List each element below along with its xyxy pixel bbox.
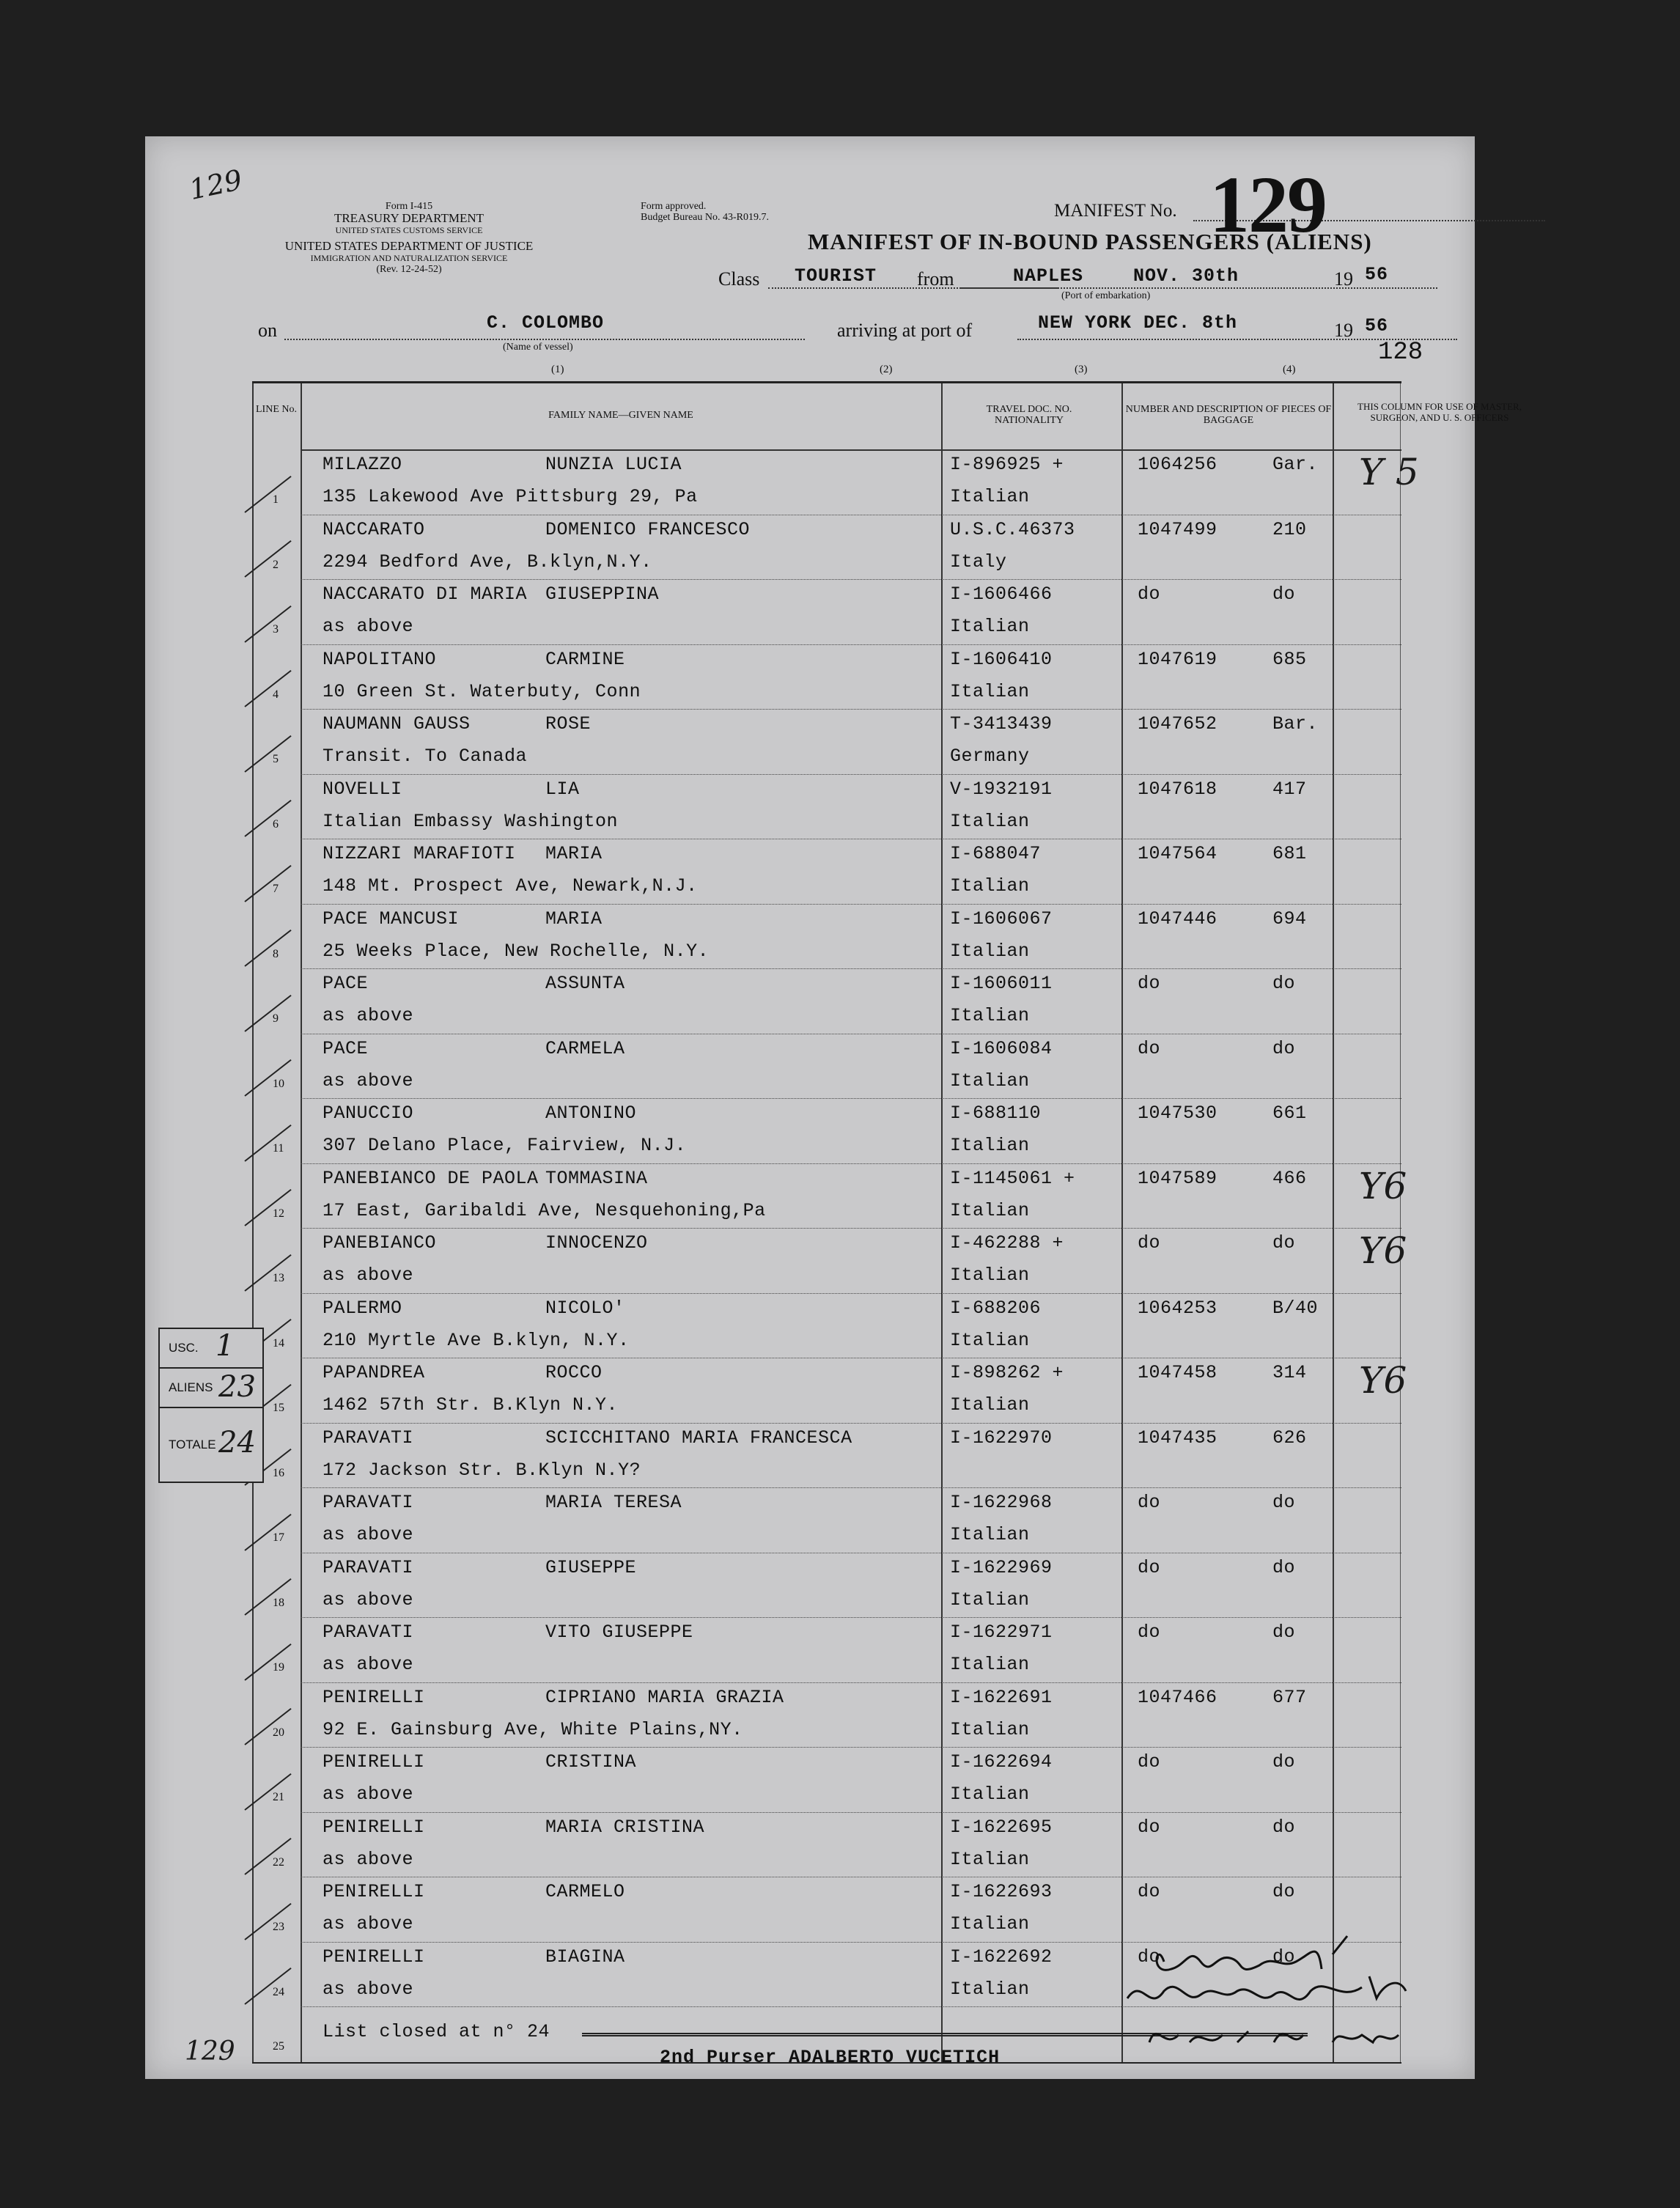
check-mark [244, 1708, 291, 1745]
aliens-count: 23 [218, 1370, 256, 1404]
line-number: 8 [273, 947, 279, 960]
given-name: CIPRIANO MARIA GRAZIA [545, 1686, 784, 1708]
check-mark [244, 475, 291, 512]
address: as above [323, 1654, 414, 1675]
nationality: Italian [950, 1654, 1030, 1675]
class-value: TOURIST [795, 265, 877, 287]
address: 92 E. Gainsburg Ave, White Plains,NY. [323, 1718, 743, 1740]
line-number: 2 [273, 558, 279, 571]
customs-service: UNITED STATES CUSTOMS SERVICE [335, 225, 483, 235]
baggage-description: do [1272, 973, 1296, 994]
address: as above [323, 616, 414, 637]
address: 25 Weeks Place, New Rochelle, N.Y. [323, 940, 710, 962]
family-name: PAPANDREA [323, 1362, 425, 1383]
table-row [252, 451, 1420, 516]
check-mark [244, 670, 291, 707]
check-mark [244, 735, 291, 772]
line-number: 20 [273, 1726, 284, 1739]
baggage-description: do [1272, 1881, 1296, 1902]
officer-note: Y 5 [1359, 451, 1420, 493]
baggage-description: do [1272, 1232, 1296, 1254]
line-number: 21 [273, 1791, 284, 1803]
year2: 56 [1365, 315, 1389, 336]
given-name: CARMINE [545, 648, 625, 670]
check-mark [244, 1578, 291, 1616]
address: 10 Green St. Waterbuty, Conn [323, 680, 641, 702]
given-name: VITO GIUSEPPE [545, 1622, 693, 1643]
nationality: Italian [950, 1265, 1030, 1286]
line-number: 12 [273, 1207, 284, 1220]
travel-doc-number: I-898262 + [950, 1362, 1064, 1383]
family-name: NOVELLI [323, 778, 402, 800]
baggage-number: 1047458 [1138, 1362, 1217, 1383]
line-number: 11 [273, 1142, 284, 1155]
col-number-3: (3) [1075, 364, 1088, 375]
address: 172 Jackson Str. B.Klyn N.Y? [323, 1459, 641, 1481]
check-mark [244, 1124, 291, 1161]
family-name: PALERMO [323, 1297, 402, 1319]
given-name: MARIA [545, 843, 603, 864]
baggage-description: do [1272, 1556, 1296, 1578]
line-number: 19 [273, 1661, 284, 1674]
baggage-number: do [1138, 1751, 1161, 1773]
nationality: Italian [950, 1524, 1030, 1545]
total-count: 24 [218, 1426, 256, 1460]
address: as above [323, 1524, 414, 1545]
travel-doc-number: I-1622694 [950, 1751, 1053, 1773]
nationality: Italian [950, 940, 1030, 962]
check-mark [244, 930, 291, 967]
line-number: 16 [273, 1466, 284, 1479]
arriving-label: arriving at port of [837, 320, 973, 341]
baggage-number: do [1138, 973, 1161, 994]
travel-doc-number: I-1622695 [950, 1816, 1053, 1838]
baggage-number: 1047619 [1138, 648, 1217, 670]
table-row [252, 840, 1401, 905]
line-number: 7 [273, 883, 279, 895]
given-name: GIUSEPPINA [545, 584, 660, 605]
baggage-number: do [1138, 1816, 1161, 1838]
officer-note: Y6 [1359, 1229, 1407, 1272]
nationality: Italy [950, 551, 1007, 573]
form-approved: Form approved. [641, 201, 707, 212]
family-name: PACE [323, 1037, 369, 1059]
check-mark [244, 1189, 291, 1226]
baggage-description: B/40 [1272, 1297, 1319, 1319]
travel-doc-number: I-1622968 [950, 1492, 1053, 1513]
total-label: TOTALE [169, 1438, 216, 1451]
address: as above [323, 1265, 414, 1286]
treasury-dept: TREASURY DEPARTMENT [334, 211, 485, 225]
class-label: Class [718, 268, 760, 290]
given-name: CARMELO [545, 1881, 625, 1902]
table-row [252, 1035, 1401, 1100]
travel-doc-number: I-1606011 [950, 973, 1053, 994]
baggage-number: 1047618 [1138, 778, 1217, 800]
table-row [252, 646, 1401, 711]
inspector-signature [1120, 1932, 1428, 2057]
check-mark [244, 864, 291, 902]
baggage-number: 1047499 [1138, 518, 1217, 540]
baggage-description: Gar. [1272, 454, 1319, 475]
family-name: NAPOLITANO [323, 648, 437, 670]
year1: 56 [1365, 264, 1389, 285]
baggage-description: do [1272, 1751, 1296, 1773]
aliens-label: ALIENS [169, 1380, 213, 1394]
given-name: CRISTINA [545, 1751, 637, 1773]
nationality: Italian [950, 1005, 1030, 1026]
baggage-number: do [1138, 1946, 1161, 1968]
given-name: TOMMASINA [545, 1167, 648, 1189]
nationality: Italian [950, 1199, 1030, 1221]
given-name: ROCCO [545, 1362, 603, 1383]
manifest-label: MANIFEST No. [1054, 201, 1177, 221]
table-row [252, 905, 1401, 971]
address: 148 Mt. Prospect Ave, Newark,N.J. [323, 875, 698, 897]
check-mark [244, 1643, 291, 1680]
travel-doc-number: I-1622969 [950, 1556, 1053, 1578]
check-mark [244, 540, 291, 578]
address: as above [323, 1589, 414, 1611]
given-name: INNOCENZO [545, 1232, 648, 1254]
officer-note: Y6 [1359, 1164, 1407, 1207]
nationality: Italian [950, 1135, 1030, 1156]
travel-doc-number: I-688206 [950, 1297, 1042, 1319]
list-closed-text: List closed at n° 24 [323, 2021, 550, 2042]
family-name: PANUCCIO [323, 1103, 414, 1124]
address: as above [323, 1913, 414, 1935]
nationality: Italian [950, 680, 1030, 702]
line-number: 14 [273, 1336, 284, 1350]
baggage-description: do [1272, 1492, 1296, 1513]
family-name: NIZZARI MARAFIOTI [323, 843, 516, 864]
travel-doc-number: I-1622971 [950, 1622, 1053, 1643]
nationality: Italian [950, 1394, 1030, 1416]
nationality: Italian [950, 1329, 1030, 1351]
family-name: PENIRELLI [323, 1946, 425, 1968]
address: 307 Delano Place, Fairview, N.J. [323, 1135, 687, 1156]
line-number: 1 [273, 493, 279, 506]
family-name: PANEBIANCO [323, 1232, 437, 1254]
table-row [252, 776, 1401, 841]
family-name: PACE [323, 973, 369, 994]
baggage-description: 677 [1272, 1686, 1307, 1708]
given-name: MARIA CRISTINA [545, 1816, 705, 1838]
travel-doc-number: I-1622692 [950, 1946, 1053, 1968]
table-row [252, 581, 1401, 646]
line-number: 18 [273, 1596, 284, 1609]
check-mark [244, 1902, 291, 1940]
travel-doc-number: I-1606466 [950, 584, 1053, 605]
baggage-number: 1047652 [1138, 713, 1217, 735]
travel-doc-number: I-1606067 [950, 908, 1053, 930]
address: 17 East, Garibaldi Ave, Nesquehoning,Pa [323, 1199, 766, 1221]
table-row [252, 1814, 1401, 1879]
page-number-128: 128 [1378, 339, 1423, 367]
address: as above [323, 1978, 414, 2000]
check-mark [244, 1059, 291, 1097]
col-header-travel-doc: TRAVEL DOC. NO. NATIONALITY [986, 404, 1072, 426]
baggage-number: 1047446 [1138, 908, 1217, 930]
baggage-number: do [1138, 1232, 1161, 1254]
baggage-description: 694 [1272, 908, 1307, 930]
table-row [252, 516, 1401, 581]
table-row [252, 1684, 1401, 1749]
check-mark [244, 994, 291, 1031]
line-number: 24 [273, 1985, 284, 1998]
given-name: ASSUNTA [545, 973, 625, 994]
col-header-officers: THIS COLUMN FOR USE OF MASTER, SURGEON, AND U. S. OFFICERS [1357, 401, 1522, 423]
check-mark [244, 605, 291, 642]
line-number: 5 [273, 753, 279, 765]
address: 210 Myrtle Ave B.klyn, N.Y. [323, 1329, 630, 1351]
line-number: 25 [273, 2040, 284, 2053]
col-header-line-no: LINE No. [256, 404, 297, 415]
nationality: Italian [950, 875, 1030, 897]
table-row [252, 1554, 1401, 1619]
check-mark [244, 800, 291, 837]
margin-number-bottom: 129 [185, 2036, 235, 2067]
manifest-page [145, 136, 1522, 2079]
line-number: 22 [273, 1855, 284, 1869]
line-number: 23 [273, 1921, 284, 1933]
col-number-2: (2) [880, 364, 893, 375]
family-name: PENIRELLI [323, 1816, 425, 1838]
nationality: Italian [950, 1848, 1030, 1870]
form-number: Form I-415 [385, 201, 433, 212]
travel-doc-number: I-1606084 [950, 1037, 1053, 1059]
baggage-number: 1064256 [1138, 454, 1217, 475]
table-row [252, 1359, 1407, 1424]
from-label: from [917, 268, 954, 290]
baggage-description: do [1272, 584, 1296, 605]
from-port: NAPLES [1013, 265, 1084, 287]
address: 2294 Bedford Ave, B.klyn,N.Y. [323, 551, 652, 573]
address: Transit. To Canada [323, 746, 528, 767]
address: as above [323, 1005, 414, 1026]
margin-number-top: 129 [186, 163, 246, 207]
table-row [252, 1100, 1401, 1165]
address: as above [323, 1848, 414, 1870]
family-name: PENIRELLI [323, 1881, 425, 1902]
baggage-description: do [1272, 1622, 1296, 1643]
nationality: Italian [950, 1978, 1030, 2000]
given-name: BIAGINA [545, 1946, 625, 1968]
travel-doc-number: U.S.C.46373 [950, 518, 1075, 540]
check-mark [244, 1513, 291, 1550]
family-name: PENIRELLI [323, 1751, 425, 1773]
year2-prefix: 19 [1334, 320, 1353, 341]
col-number-1: (1) [551, 364, 564, 375]
baggage-description: 661 [1272, 1103, 1307, 1124]
travel-doc-number: I-688047 [950, 843, 1042, 864]
baggage-description: 626 [1272, 1427, 1307, 1449]
family-name: PENIRELLI [323, 1686, 425, 1708]
revision-date: (Rev. 12-24-52) [376, 264, 442, 275]
baggage-description: do [1272, 1816, 1296, 1838]
form-approved-block [641, 201, 769, 223]
travel-doc-number: I-1622693 [950, 1881, 1053, 1902]
address: 135 Lakewood Ave Pittsburg 29, Pa [323, 486, 698, 507]
address: as above [323, 1070, 414, 1092]
line-number: 15 [273, 1402, 284, 1414]
travel-doc-number: I-896925 + [950, 454, 1064, 475]
family-name: NAUMANN GAUSS [323, 713, 471, 735]
ins-service: IMMIGRATION AND NATURALIZATION SERVICE [310, 253, 508, 263]
travel-doc-number: I-1622970 [950, 1427, 1053, 1449]
table-row [252, 1489, 1401, 1554]
given-name: CARMELA [545, 1037, 625, 1059]
nationality: Italian [950, 1913, 1030, 1935]
nationality: Italian [950, 1070, 1030, 1092]
nationality: Italian [950, 1589, 1030, 1611]
manifest-table [252, 381, 1522, 2064]
baggage-description: 210 [1272, 518, 1307, 540]
given-name: LIA [545, 778, 580, 800]
manifest-number: 129 [1209, 160, 1326, 249]
table-row [252, 710, 1401, 776]
baggage-description: 314 [1272, 1362, 1307, 1383]
arrival-port-date: NEW YORK DEC. 8th [1038, 312, 1238, 334]
form-dept-block [255, 201, 563, 276]
vessel-name: C. COLOMBO [487, 312, 605, 334]
nationality: Germany [950, 746, 1030, 767]
table-row [252, 1164, 1407, 1230]
baggage-number: 1047435 [1138, 1427, 1217, 1449]
check-mark [244, 1773, 291, 1810]
line-number: 3 [273, 623, 279, 636]
baggage-number: 1047530 [1138, 1103, 1217, 1124]
baggage-number: do [1138, 1556, 1161, 1578]
table-row [252, 970, 1401, 1035]
tally-box [158, 1328, 264, 1483]
given-name: DOMENICO FRANCESCO [545, 518, 751, 540]
year1-prefix: 19 [1334, 268, 1353, 290]
line-number: 17 [273, 1531, 284, 1544]
family-name: PACE MANCUSI [323, 908, 460, 930]
col-number-4: (4) [1283, 364, 1296, 375]
baggage-description: Bar. [1272, 713, 1319, 735]
nationality: Italian [950, 1718, 1030, 1740]
travel-doc-number: I-688110 [950, 1103, 1042, 1124]
baggage-number: do [1138, 584, 1161, 605]
address: Italian Embassy Washington [323, 810, 619, 832]
travel-doc-number: I-462288 + [950, 1232, 1064, 1254]
purser-signature: 2nd Purser ADALBERTO VUCETICH [660, 2047, 1001, 2068]
from-date: NOV. 30th [1133, 265, 1239, 287]
baggage-number: 1047589 [1138, 1167, 1217, 1189]
baggage-number: do [1138, 1037, 1161, 1059]
officer-note: Y6 [1359, 1359, 1407, 1402]
given-name: MARIA TERESA [545, 1492, 682, 1513]
travel-doc-number: V-1932191 [950, 778, 1053, 800]
line-number: 13 [273, 1272, 284, 1284]
baggage-number: 1047564 [1138, 843, 1217, 864]
family-name: PARAVATI [323, 1622, 414, 1643]
travel-doc-number: I-1145061 + [950, 1167, 1075, 1189]
nationality: Italian [950, 1784, 1030, 1805]
given-name: NUNZIA LUCIA [545, 454, 682, 475]
line-number: 6 [273, 817, 279, 831]
usc-count: 1 [215, 1329, 235, 1363]
nationality: Italian [950, 486, 1030, 507]
given-name: NICOLO' [545, 1297, 625, 1319]
baggage-description: 685 [1272, 648, 1307, 670]
family-name: PARAVATI [323, 1492, 414, 1513]
travel-doc-number: I-1622691 [950, 1686, 1053, 1708]
col-header-name: FAMILY NAME—GIVEN NAME [548, 410, 693, 421]
given-name: ROSE [545, 713, 592, 735]
line-number: 9 [273, 1012, 279, 1025]
baggage-number: do [1138, 1881, 1161, 1902]
on-label: on [258, 320, 277, 341]
family-name: NACCARATO DI MARIA [323, 584, 528, 605]
justice-dept: UNITED STATES DEPARTMENT OF JUSTICE [284, 239, 534, 253]
given-name: GIUSEPPE [545, 1556, 637, 1578]
address: as above [323, 1784, 414, 1805]
travel-doc-number: I-1606410 [950, 648, 1053, 670]
line-number: 10 [273, 1077, 284, 1090]
family-name: MILAZZO [323, 454, 402, 475]
baggage-description: do [1272, 1946, 1296, 1968]
table-row [252, 1748, 1401, 1814]
budget-bureau: Budget Bureau No. 43-R019.7. [641, 212, 769, 223]
address: 1462 57th Str. B.Klyn N.Y. [323, 1394, 619, 1416]
travel-doc-number: T-3413439 [950, 713, 1053, 735]
table-row [252, 1424, 1401, 1490]
table-row [252, 1619, 1401, 1684]
baggage-description: do [1272, 1037, 1296, 1059]
given-name: SCICCHITANO MARIA FRANCESCA [545, 1427, 852, 1449]
baggage-number: 1047466 [1138, 1686, 1217, 1708]
check-mark [244, 1838, 291, 1875]
table-row [252, 1229, 1407, 1295]
baggage-description: 466 [1272, 1167, 1307, 1189]
given-name: MARIA [545, 908, 603, 930]
check-mark [244, 1254, 291, 1291]
baggage-number: do [1138, 1622, 1161, 1643]
nationality: Italian [950, 616, 1030, 637]
vessel-caption: (Name of vessel) [503, 342, 573, 353]
table-row [252, 1295, 1401, 1360]
port-embark-caption: (Port of embarkation) [1061, 290, 1151, 301]
given-name: ANTONINO [545, 1103, 637, 1124]
baggage-description: 681 [1272, 843, 1307, 864]
manifest-title: MANIFEST OF IN-BOUND PASSENGERS (ALIENS) [808, 229, 1372, 254]
baggage-description: 417 [1272, 778, 1307, 800]
usc-label: USC. [169, 1341, 199, 1355]
family-name: PARAVATI [323, 1556, 414, 1578]
col-header-baggage: NUMBER AND DESCRIPTION OF PIECES OF BAGGAGE [1125, 404, 1332, 426]
family-name: NACCARATO [323, 518, 425, 540]
line-number: 4 [273, 688, 279, 701]
family-name: PANEBIANCO DE PAOLA [323, 1167, 539, 1189]
baggage-number: do [1138, 1492, 1161, 1513]
baggage-number: 1064253 [1138, 1297, 1217, 1319]
family-name: PARAVATI [323, 1427, 414, 1449]
nationality: Italian [950, 810, 1030, 832]
